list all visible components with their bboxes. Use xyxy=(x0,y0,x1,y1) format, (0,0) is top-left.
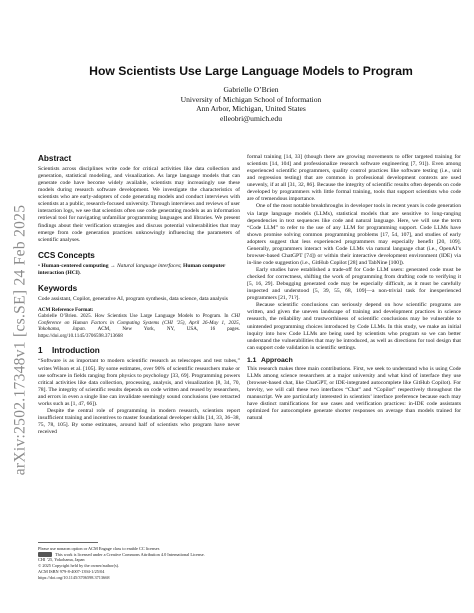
intro-paragraph: One of the most notable breakthroughs in developer tools in recent years is code generation via large language models (LLMs), statistical models that are sensitive to long-ranging dependencies in text sequences like code and natural language. Here, we will use the term “Code LLM” to refer to the use of any LLM for programming support. Code LLMs have shown promise solving common programming problems [17, 54, 107], and studies of early adopters suggest that less experienced programmers may especially benefit [20, 109]. Generally, programmers interact with Code LLMs via natural language chat (i.e., OpenAI’s browser-based ChatGPT [74]) or within their interactive development environment (IDE) via in-line code suggestion (i.e., GitHub Copilot [28] and TabNine [100]). xyxy=(247,203,461,266)
ccs-item-1: Human-centered computing xyxy=(41,262,109,269)
ccs-separator: ; xyxy=(180,262,183,269)
acm-reference-text xyxy=(38,313,240,339)
author-location: Ann Arbor, Michigan, United States xyxy=(196,104,306,114)
ccs-heading: CCS Concepts xyxy=(38,250,95,260)
footnote-line: Please use nonacm option or ACM Engage class to enable CC licenses xyxy=(38,546,160,551)
ccs-arrow: → xyxy=(108,262,117,269)
introduction-heading xyxy=(38,346,240,356)
abstract-text: Scientists across disciplines write code for critical activities like data collection and generation, statistical modeling, and visualization. As large language models that can generate code have become widely available, scientists may increasingly use these models during research software development. We investigate the characteristics of scientists who are early-adopters of code generating models and conduct interviews with scientists at a public, research-focused university. Through interviews and reviews of user interaction logs, we see that scientists often use code generating models as an information retrieval tool for navigating unfamiliar programming languages and libraries. We present findings about their verification strategies and discuss potential vulnerabilities that may emerge from code generation practices unknowingly influencing the parameters of scientific analyses. xyxy=(38,166,240,243)
approach-number: 1.1 xyxy=(247,356,257,364)
author-block xyxy=(40,85,462,123)
footnote-license-text: This work is licensed under a Creative Commons Attribution 4.0 International License. xyxy=(55,551,205,557)
intro-paragraph: formal training [14, 33] (though there are growing movements to offer targeted training for scientists [14, 104] and professionalize research software engineering [7, 91]). Even among experienced scientific programmers, quality control practices like software testing (i.e., unit and regression testing) that are common in professional development contexts are used unevenly, if at all [31, 32, 86]. Because the integrity of scientific results often depends on code developed by programmers with little formal training, tools that support scientists who code are of tremendous importance. xyxy=(247,154,461,203)
footnote-doi: https://doi.org/10.1145/3706598.3713668 xyxy=(38,574,110,580)
author-email: elleobri@umich.edu xyxy=(219,113,283,123)
acm-reference-venue: CHI Conference on Human Factors in Computing Systems (CHI ’25), April 26-May 1, 2025, Yokohama, Japan. xyxy=(38,313,240,333)
footnote-line: ACM ISBN 979-8-4007-1394-1/25/04 xyxy=(38,568,105,574)
acm-reference-heading: ACM Reference Format: xyxy=(38,306,94,313)
introduction-left-body xyxy=(38,358,240,436)
abstract-heading: Abstract xyxy=(38,154,72,163)
license-footnote xyxy=(38,542,240,580)
introduction-title: Introduction xyxy=(52,346,100,356)
approach-text: This research makes three main contributions. First, we seek to understand who is using Code LLMs among science researchers at a major university and what kind of interface they use (browser-based chat, like ChatGPT, or IDE-integrated autocomplete like GitHub Copilot). For brevity, we will call these two interfaces “Chat” and “Copilot” respectively throughout the manuscript. We are particularly interested in scientists’ interface preference because each may have distinct ramifications for use cases and verification practices: in-IDE code assistants optimized for autocomplete generate shorter responses on average than models trained for natural xyxy=(247,365,461,422)
intro-paragraph: “Software is as important to modern scientific research as telescopes and test tubes,” writes Wilson et al. [105]. By some estimates, over 90% of scientific researchers make or use software in fields ranging from physics to psychology [33, 69]. Programming powers critical activities like data collection, processing, analysis, and visualization [8, 34, 70, 78]. The integrity of scientific results depends on code written and reused by researchers, and errors in even a single line can invalidate seemingly sound conclusions (see retracted works such as [1, 47, 66]). xyxy=(38,358,240,407)
intro-paragraph: Early studies have established a trade-off for Code LLM users: generated code must be checked for correctness, shifting the work of programming from drafting code to verifying it [5, 16, 29]. Debugging generated code may be especially difficult, as it must be carefully inspected and understood [5, 39, 55, 68, 109]—a non-trivial task for inexperienced programmers [21, 71?]. xyxy=(247,267,461,302)
arxiv-identifier xyxy=(10,175,30,505)
right-column xyxy=(247,154,461,422)
intro-paragraph: Because scientific conclusions can seriously depend on how scientific programs are written, and given the uneven landscape of training and development practices in science research, the reliability and trustworthiness of scientific conclusions may be vulnerable to unintended programming choices introduced by Code LLMs. In this study, we make an initial inquiry into how Code LLMs are being used by scientists who program so we can better understand the vulnerabilities that may be introduced, as well as directions for tool design that can support code validation in scientific settings. xyxy=(247,302,461,351)
intro-paragraph: Despite the central role of programming in modern research, scientists report insufficient training and incentives to master foundational developer skills [14, 33, 36–38, 75, 78, 105]. By some estimates, around half of scientists who program have never received xyxy=(38,407,240,436)
ccs-bullet: • xyxy=(38,262,42,269)
author-name: Gabrielle O’Brien xyxy=(223,85,279,94)
abstract-body xyxy=(38,166,240,244)
approach-title: Approach xyxy=(261,356,293,364)
ccs-item-1-sub: Natural language interfaces xyxy=(116,262,181,269)
left-column xyxy=(38,154,240,436)
footnote-line: © 2025 Copyright held by the owner/author(s). xyxy=(38,563,120,569)
acm-reference-end: ACM, New York, NY, USA, 16 pages. https://doi.org/10.1145/3706598.3713668 xyxy=(38,326,240,339)
keywords-heading: Keywords xyxy=(38,283,78,293)
keywords-text: Code assistant, Copilot, generative AI, program synthesis, data science, data analysis xyxy=(38,295,228,302)
paper-title: How Scientists Use Large Language Models to Program xyxy=(89,64,413,78)
introduction-number: 1 xyxy=(38,346,43,356)
introduction-right-body xyxy=(247,154,461,352)
approach-heading xyxy=(247,356,461,365)
ccs-item-2: Human computer interaction (HCI) xyxy=(38,262,226,276)
author-affiliation: University of Michigan School of Information xyxy=(180,94,322,104)
ccs-concepts xyxy=(38,263,240,277)
ccs-end: . xyxy=(79,269,82,276)
footnote-line: CHI ’25, Yokohama, Japan xyxy=(38,557,85,563)
approach-body xyxy=(247,366,461,423)
footnote-rule xyxy=(38,542,98,543)
acm-reference-start: Gabrielle O’Brien. 2025. How Scientists Use Large Language Models to Program. In xyxy=(38,313,232,320)
arxiv-identifier-text: arXiv:2502.17348v1 [cs.SE] 24 Feb 2025 xyxy=(11,204,29,476)
